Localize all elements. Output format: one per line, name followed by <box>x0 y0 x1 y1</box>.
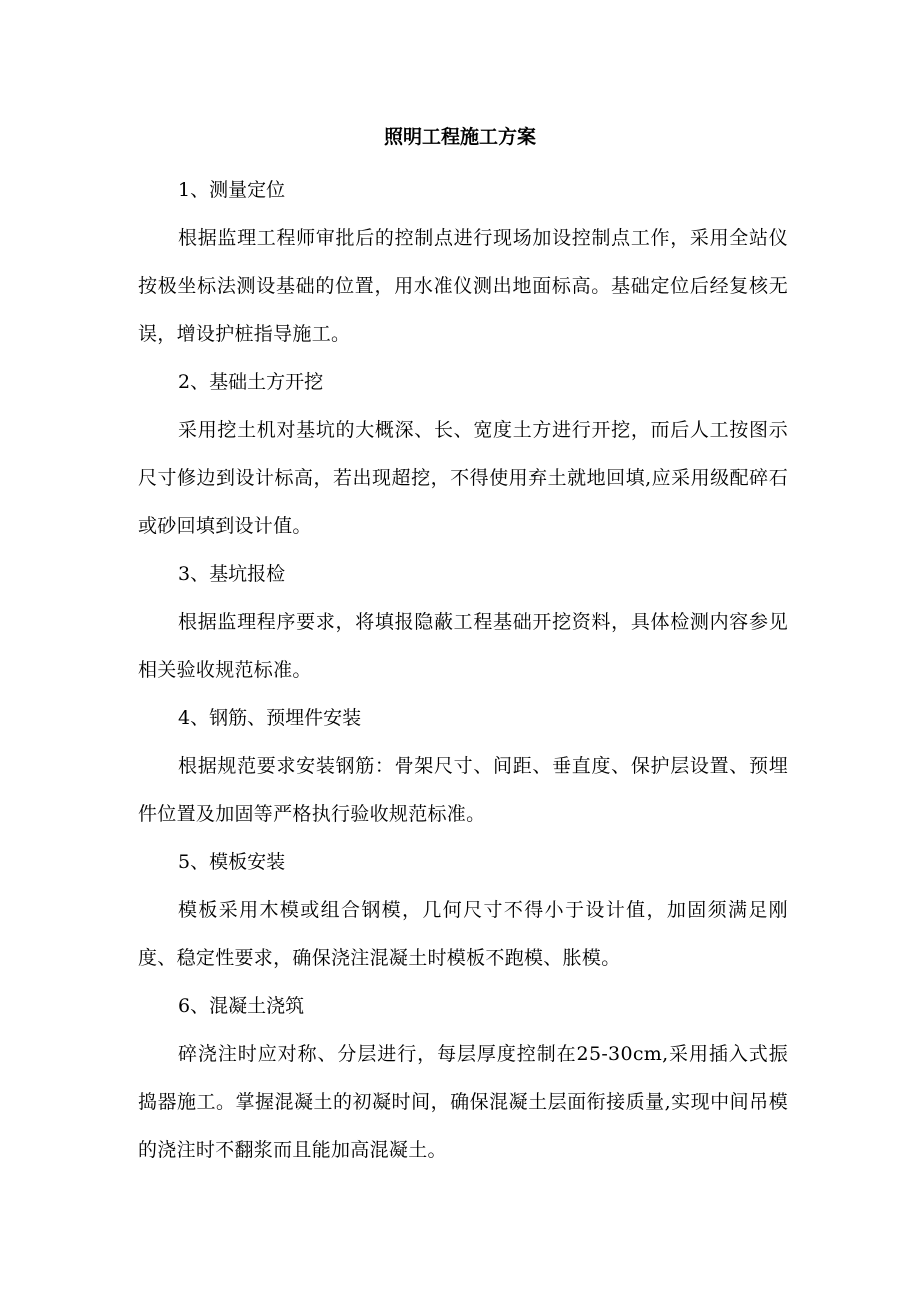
section-heading-4: 4、钢筋、预埋件安装 <box>178 707 362 729</box>
section-heading-5: 5、模板安装 <box>178 851 286 873</box>
section-body-3: 根据监理程序要求，将填报隐蔽工程基础开挖资料，具体检测内容参见相关验收规范标准。 <box>138 611 788 681</box>
section-heading-2: 2、基础土方开挖 <box>178 371 324 393</box>
document-body <box>138 166 788 1174</box>
section-body-1: 根据监理工程师审批后的控制点进行现场加设控制点工作，采用全站仪按极坐标法测设基础的位置，用水准仪测出地面标高。基础定位后经复核无误，增设护桩指导施工。 <box>138 227 788 345</box>
section-heading-6: 6、混凝土浇筑 <box>178 995 305 1017</box>
section-heading-1: 1、测量定位 <box>178 179 286 201</box>
section-body-4: 根据规范要求安装钢筋：骨架尺寸、间距、垂直度、保护层设置、预埋件位置及加固等严格执行验收规范标准。 <box>138 755 788 825</box>
document-title: 照明工程施工方案 <box>383 126 536 148</box>
section-body-6: 碎浇注时应对称、分层进行，每层厚度控制在25-30cm,采用插入式振捣器施工。掌握混凝土的初凝时间，确保混凝土层面衔接质量,实现中间吊模的浇注时不翻浆而且能加高混凝土。 <box>138 1043 788 1161</box>
section-body-2: 采用挖土机对基坑的大概深、长、宽度土方进行开挖，而后人工按图示尺寸修边到设计标高，若出现超挖，不得使用弃土就地回填,应采用级配碎石或砂回填到设计值。 <box>138 419 788 537</box>
section-body-5: 模板采用木模或组合钢模，几何尺寸不得小于设计值，加固须满足刚度、稳定性要求，确保浇注混凝土时模板不跑模、胀模。 <box>138 899 788 969</box>
section-heading-3: 3、基坑报检 <box>178 563 286 585</box>
